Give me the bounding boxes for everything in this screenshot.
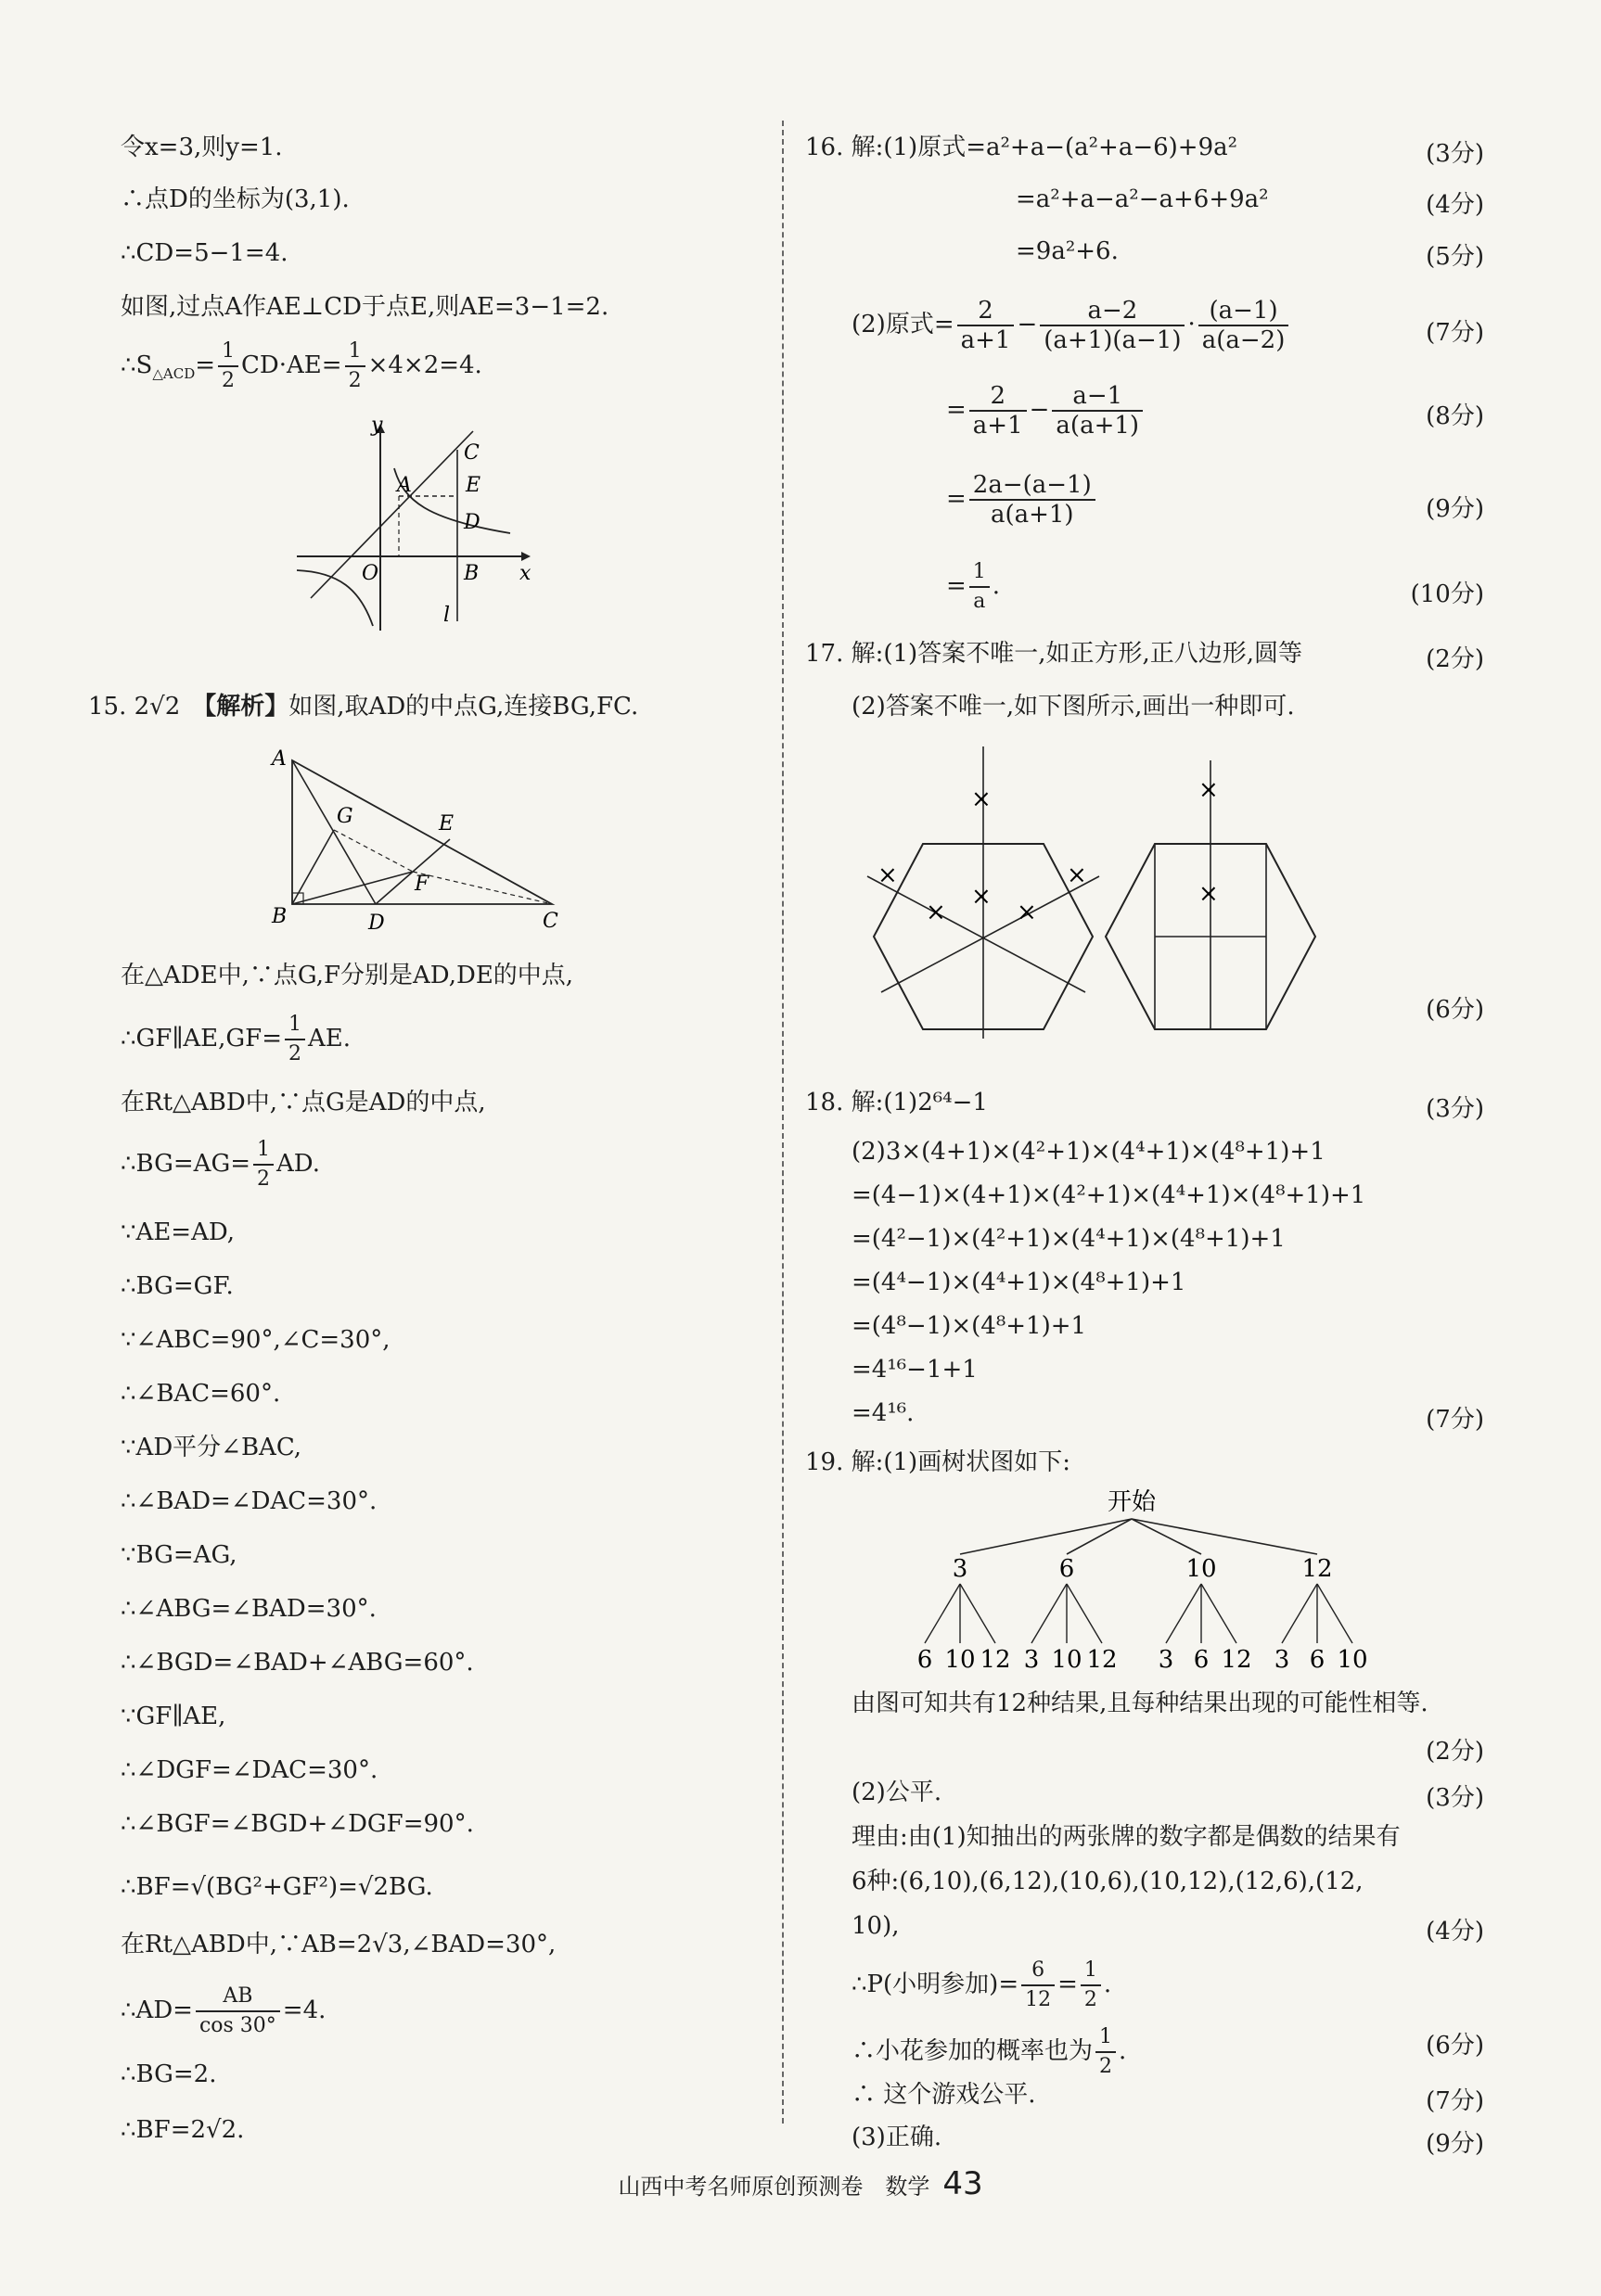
score: (7分) (1426, 319, 1484, 347)
text-line: ∴ 这个游戏公平. (852, 2081, 1036, 2109)
text-line: =a²+a−a²−a+6+9a² (1016, 185, 1269, 213)
text-line: (2)答案不唯一,如下图所示,画出一种即可. (852, 693, 1295, 721)
label-l: l (443, 604, 451, 627)
text-line: = $\frac{1}{a}$ . (946, 560, 1001, 613)
text-line: =4¹⁶. (852, 1399, 915, 1427)
score: (9分) (1426, 495, 1484, 523)
label-C: C (543, 910, 558, 933)
text-line: ∴∠BAC=60°. (121, 1380, 281, 1408)
text-line: ∴CD=5−1=4. (121, 239, 288, 267)
text-line: $\therefore S_{\triangle ACD}=$ $\frac{1}{2}$ CD·AE= $\frac{1}{2}$ ×4×2=4. (121, 339, 482, 392)
tree-branch (925, 1584, 960, 1643)
score: (2分) (1426, 1738, 1484, 1766)
label-G: G (337, 805, 353, 828)
svg-text:×: × (1198, 880, 1219, 908)
label-E: E (439, 812, 455, 835)
tree-node-level2: 12 (1086, 1646, 1118, 1674)
score: (6分) (1426, 996, 1484, 1024)
text-line: ∴AD= $\frac{AB}{\cos 30^\circ}$ =4. (121, 1984, 327, 2037)
text-line: ∴P(小明参加)= $\frac{6}{12}$ = $\frac{1}{2}$ . (852, 1958, 1112, 2011)
text-line: 在△ADE中,∵点G,F分别是AD,DE的中点, (121, 962, 574, 989)
text-line: ∴BF=√(BG²+GF²)=√2BG. (121, 1873, 433, 1901)
svg-text:×: × (1198, 776, 1219, 804)
label-A: A (397, 474, 412, 497)
tree-node-level2: 10 (944, 1646, 976, 1674)
score: (3分) (1426, 1784, 1484, 1812)
text-line: =9a²+6. (1016, 237, 1119, 265)
text-line: 18. 解:(1)2⁶⁴−1 (805, 1089, 988, 1116)
tree-branch (960, 1519, 1132, 1554)
tree-branch (1132, 1519, 1317, 1554)
score: (8分) (1426, 402, 1484, 430)
score: (5分) (1426, 243, 1484, 271)
tree-diagram (872, 1484, 1391, 1678)
text-line: ∵AD平分∠BAC, (121, 1434, 302, 1461)
page-number: 43 (942, 2165, 983, 2202)
text-line: 理由:由(1)知抽出的两张牌的数字都是偶数的结果有 (852, 1823, 1401, 1851)
text-line: ∵∠ABC=90°,∠C=30°, (121, 1326, 391, 1354)
label-C: C (464, 441, 480, 465)
tree-branch (1166, 1584, 1201, 1643)
column-divider (782, 121, 784, 2124)
label-D: D (464, 511, 480, 534)
question-15-head: 15. 2√2 【解析】如图,取AD的中点G,连接BG,FC. (88, 693, 639, 721)
tree-branch (1201, 1584, 1236, 1643)
svg-text:×: × (971, 785, 992, 813)
triangle-figure (264, 746, 570, 935)
text-line: ∵BG=AG, (121, 1541, 237, 1569)
tree-root: 开始 (1107, 1488, 1157, 1516)
score: (7分) (1426, 1406, 1484, 1434)
label-O: O (362, 562, 379, 585)
score: (3分) (1426, 140, 1484, 168)
text-line: ∴∠ABG=∠BAD=30°. (121, 1595, 377, 1623)
text-line: ∴GF∥AE,GF= $\frac{1}{2}$ AE. (121, 1013, 352, 1065)
tree-node-level1: 3 (952, 1555, 968, 1583)
tree-node-level2: 6 (1193, 1646, 1210, 1674)
tree-node-level2: 10 (1051, 1646, 1082, 1674)
text-line: 令x=3,则y=1. (121, 134, 283, 161)
text-line: =(4⁴−1)×(4⁴+1)×(4⁸+1)+1 (852, 1269, 1186, 1296)
score: (10分) (1410, 580, 1484, 608)
text-line: =(4²−1)×(4²+1)×(4⁴+1)×(4⁸+1)+1 (852, 1225, 1286, 1253)
text-line: ∴小花参加的概率也为 $\frac{1}{2}$ . (852, 2025, 1127, 2078)
text-line: ∴BG=AG= $\frac{1}{2}$ AD. (121, 1138, 320, 1191)
coordinate-figure (288, 413, 566, 635)
hexagon-figures (863, 742, 1345, 1039)
tree-branch (960, 1584, 995, 1643)
label-A: A (272, 747, 287, 771)
text-line: 10), (852, 1912, 900, 1940)
text-line: ∴∠BGF=∠BGD+∠DGF=90°. (121, 1810, 474, 1838)
text-line: 16. 解:(1)原式=a²+a−(a²+a−6)+9a² (805, 134, 1238, 161)
score: (7分) (1426, 2087, 1484, 2115)
text-line: 如图,过点A作AE⊥CD于点E,则AE=3−1=2. (121, 293, 609, 321)
tree-branch (1132, 1519, 1201, 1554)
label-y: y (371, 414, 383, 437)
tree-branch (1317, 1584, 1352, 1643)
text-line: = $\frac{2}{a+1}$ − $\frac{a-1}{a(a+1)}$ (946, 382, 1146, 440)
tree-node-level2: 6 (1309, 1646, 1326, 1674)
text-line: 6种:(6,10),(6,12),(10,6),(10,12),(12,6),(12, (852, 1868, 1364, 1895)
tree-node-level2: 12 (1221, 1646, 1252, 1674)
label-F: F (415, 873, 429, 896)
label-x: x (519, 562, 532, 585)
text-line: (2)公平. (852, 1779, 942, 1806)
text-line: 在Rt△ABD中,∵AB=2√3,∠BAD=30°, (121, 1931, 557, 1958)
svg-text:×: × (1017, 899, 1037, 926)
tree-node-level2: 3 (1023, 1646, 1040, 1674)
label-E: E (466, 474, 481, 497)
svg-text:×: × (877, 861, 898, 889)
tree-node-level2: 12 (980, 1646, 1011, 1674)
text-line: ∴∠BAD=∠DAC=30°. (121, 1487, 378, 1515)
text-line: ∵GF∥AE, (121, 1703, 226, 1730)
text-line: 17. 解:(1)答案不唯一,如正方形,正八边形,圆等 (805, 640, 1302, 668)
tree-node-level1: 6 (1058, 1555, 1075, 1583)
tree-branch (1067, 1584, 1102, 1643)
svg-text:×: × (926, 899, 946, 926)
tree-node-level2: 3 (1158, 1646, 1174, 1674)
text-line: ∴BG=GF. (121, 1272, 234, 1300)
score: (3分) (1426, 1095, 1484, 1123)
tree-node-level1: 10 (1185, 1555, 1217, 1583)
svg-text:×: × (971, 883, 992, 911)
svg-text:×: × (1067, 861, 1087, 889)
text-line: (3)正确. (852, 2124, 942, 2151)
text-line: ∴∠BGD=∠BAD+∠ABG=60°. (121, 1649, 474, 1677)
label-D: D (368, 912, 385, 935)
text-line: ∴BF=2√2. (121, 2116, 245, 2144)
text-line: ∴BG=2. (121, 2060, 217, 2088)
text-line: ∵AE=AD, (121, 1218, 236, 1246)
tree-node-level2: 3 (1274, 1646, 1290, 1674)
text-line: = $\frac{2a-(a-1)}{a(a+1)}$ (946, 471, 1098, 529)
text-line: (2)原式= $\frac{2}{a+1}$ − $\frac{a-2}{(a+1)(a-1)}$ · $\frac{(a-1)}{a(a-2)}$ (852, 297, 1291, 354)
score: (9分) (1426, 2130, 1484, 2158)
text-line: =(4⁸−1)×(4⁸+1)+1 (852, 1312, 1087, 1340)
text-line: =(4−1)×(4+1)×(4²+1)×(4⁴+1)×(4⁸+1)+1 (852, 1181, 1366, 1209)
text-line: 在Rt△ABD中,∵点G是AD的中点, (121, 1089, 486, 1116)
score: (2分) (1426, 645, 1484, 673)
text-line: 19. 解:(1)画树状图如下: (805, 1448, 1070, 1476)
score: (4分) (1426, 1918, 1484, 1945)
score: (6分) (1426, 2032, 1484, 2060)
text-line: (2)3×(4+1)×(4²+1)×(4⁴+1)×(4⁸+1)+1 (852, 1138, 1326, 1166)
text-line: =4¹⁶−1+1 (852, 1356, 978, 1384)
tree-node-level2: 6 (916, 1646, 933, 1674)
label-B: B (272, 905, 288, 928)
page-footer (0, 2165, 1601, 2202)
text-line: 由图可知共有12种结果,且每种结果出现的可能性相等. (852, 1690, 1428, 1717)
tree-node-level1: 12 (1301, 1555, 1333, 1583)
score: (4分) (1426, 191, 1484, 219)
tree-branch (1067, 1519, 1132, 1554)
footer-title: 山西中考名师原创预测卷 数学 (618, 2174, 930, 2200)
text-line: ∴∠DGF=∠DAC=30°. (121, 1756, 378, 1784)
label-B: B (464, 562, 480, 585)
tree-branch (1031, 1584, 1067, 1643)
tree-branch (1282, 1584, 1317, 1643)
text-line: ∴点D的坐标为(3,1). (121, 185, 350, 213)
tree-node-level2: 10 (1337, 1646, 1368, 1674)
